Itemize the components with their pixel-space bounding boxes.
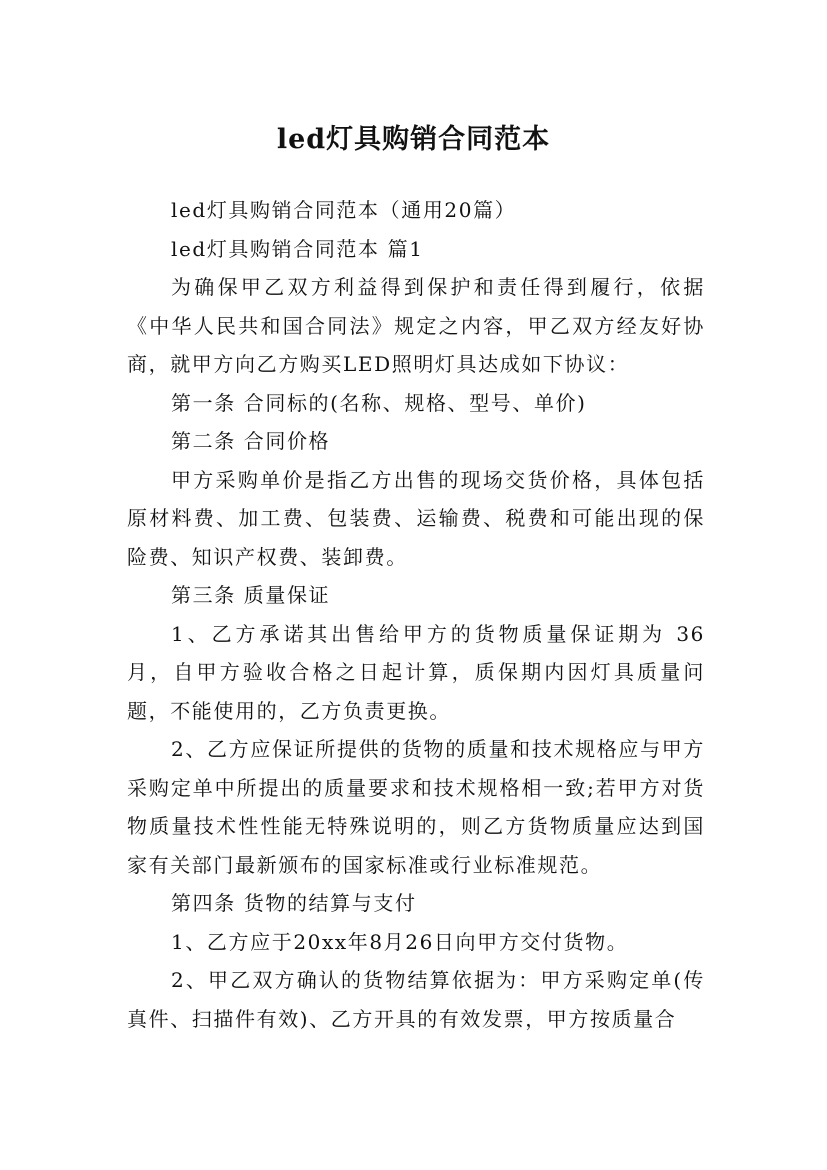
article-4-heading: 第四条 货物的结算与支付: [171, 891, 417, 915]
paragraph-subtitle: led灯具购销合同范本（通用20篇）: [171, 198, 517, 222]
document-body: [127, 191, 705, 1038]
article-1-heading: 第一条 合同标的(名称、规格、型号、单价): [171, 390, 587, 415]
article-2-heading: 第二条 合同价格: [171, 429, 331, 453]
article-3-clause-2: 2、乙方应保证所提供的货物的质量和技术规格应与甲方采购定单中所提出的质量要求和技术规格相一致;若甲方对货物质量技术性性能无特殊说明的，则乙方货物质量应达到国家有关部门最新颁布的国家标准或行业标准规范。: [127, 737, 705, 877]
paragraph-section-heading: led灯具购销合同范本 篇1: [171, 236, 424, 261]
document-title: led灯具购销合同范本: [276, 124, 551, 156]
article-3-clause-1: 1、乙方承诺其出售给甲方的货物质量保证期为 36 月，自甲方验收合格之日起计算，质保期内因灯具质量问题，不能使用的，乙方负责更换。: [127, 621, 705, 723]
article-3-heading: 第三条 质量保证: [171, 583, 331, 607]
paragraph-preamble: 为确保甲乙双方利益得到保护和责任得到履行，依据《中华人民共和国合同法》规定之内容，甲乙双方经友好协商，就甲方向乙方购买LED照明灯具达成如下协议：: [127, 275, 705, 376]
article-4-clause-1: 1、乙方应于20xx年8月26日向甲方交付货物。: [171, 929, 629, 954]
article-4-clause-2: 2、甲乙双方确认的货物结算依据为：甲方采购定单(传真件、扫描件有效)、乙方开具的有效发票，甲方按质量合: [127, 968, 705, 1031]
article-2-body: 甲方采购单价是指乙方出售的现场交货价格，具体包括原材料费、加工费、包装费、运输费、税费和可能出现的保险费、知识产权费、装卸费。: [127, 467, 705, 569]
